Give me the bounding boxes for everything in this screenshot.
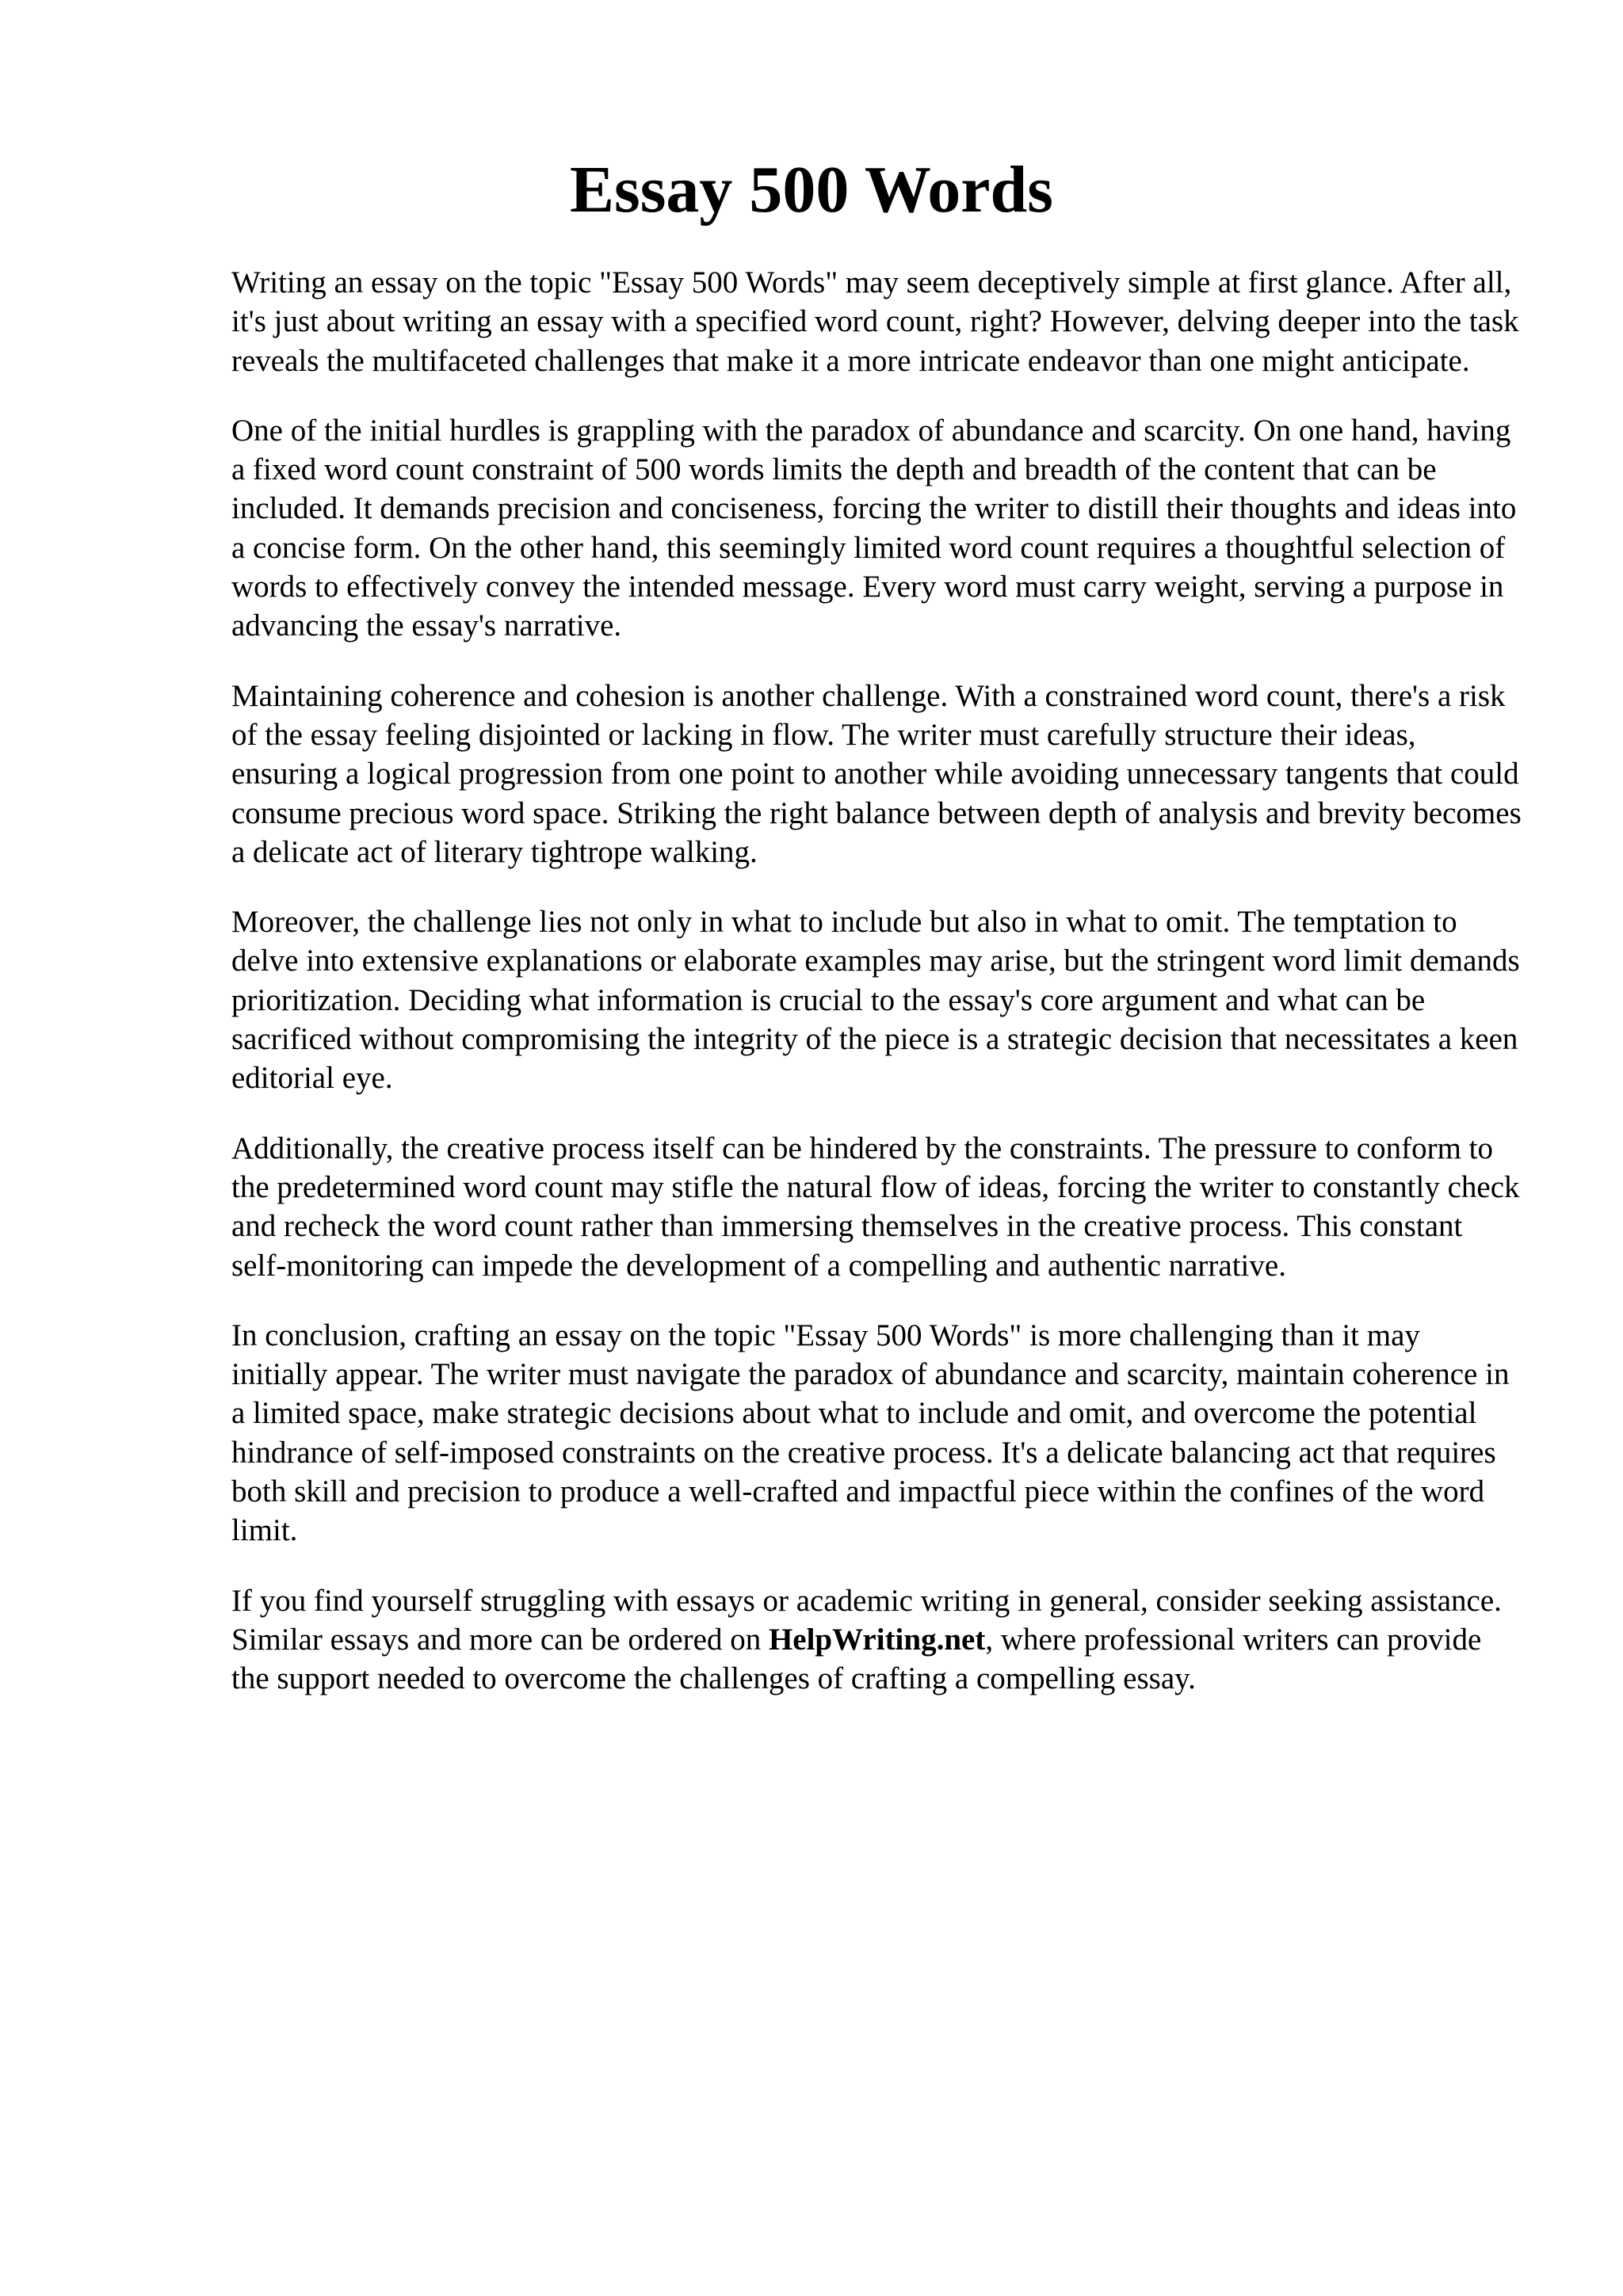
closing-text-after: , where professional writers can provide the support needed to overcome the challenges of crafting a compelling essay.: [231, 1622, 1482, 1696]
paragraph-3: Maintaining coherence and cohesion is another challenge. With a constrained word count, there's a risk of the essay feeling disjointed or lacking in flow. The writer must carefully structure their ideas, ensuring a logical progression from one point to another while avoiding unnecessary tangents that could consume precious word space. Striking the right balance between depth of analysis and brevity becomes a delicate act of literary tightrope walking.: [231, 678, 1522, 869]
paragraph-5: Additionally, the creative process itself can be hindered by the constraints. The pressure to conform to the predetermined word count may stifle the natural flow of ideas, forcing the writer to constantly check and recheck the word count rather than immersing themselves in the creative process. This constant self-monitoring can impede the development of a compelling and authentic narrative.: [231, 1131, 1520, 1283]
closing-text-before: If you find yourself struggling with essays or academic writing in general, consider seeking assistance. Similar essays and more can be ordered on: [231, 1583, 1502, 1657]
helpwriting-link[interactable]: HelpWriting.net: [768, 1622, 986, 1657]
document-title: Essay 500 Words: [570, 153, 1053, 227]
paragraph-6: In conclusion, crafting an essay on the topic "Essay 500 Words" is more challenging than it may initially appear. The writer must navigate the paradox of abundance and scarcity, maintain coherence in a limited space, make strategic decisions about what to include and omit, and overcome the potential hindrance of self-imposed constraints on the creative process. It's a delicate balancing act that requires both skill and precision to produce a well-crafted and impactful piece within the confines of the word limit.: [231, 1318, 1510, 1548]
closing-paragraph: [231, 1581, 1523, 1699]
paragraph-2: One of the initial hurdles is grappling with the paradox of abundance and scarcity. On one hand, having a fixed word count constraint of 500 words limits the depth and breadth of the content that can be included. It demands precision and conciseness, forcing the writer to distill their thoughts and ideas into a concise form. On the other hand, this seemingly limited word count requires a thoughtful selection of words to effectively convey the intended message. Every word must carry weight, serving a purpose in advancing the essay's narrative.: [231, 413, 1517, 643]
paragraph-1: Writing an essay on the topic "Essay 500 Words" may seem deceptively simple at first glance. After all, it's just about writing an essay with a specified word count, right? However, delving deeper into the task reveals the multifaceted challenges that make it a more intricate endeavor than one might anticipate.: [231, 265, 1519, 378]
paragraph-4: Moreover, the challenge lies not only in what to include but also in what to omit. The temptation to delve into extensive explanations or elaborate examples may arise, but the stringent word limit demands prioritization. Deciding what information is crucial to the essay's core argument and what can be sacrificed without compromising the integrity of the piece is a strategic decision that necessitates a keen editorial eye.: [231, 905, 1520, 1096]
document-body: [231, 263, 1523, 1730]
